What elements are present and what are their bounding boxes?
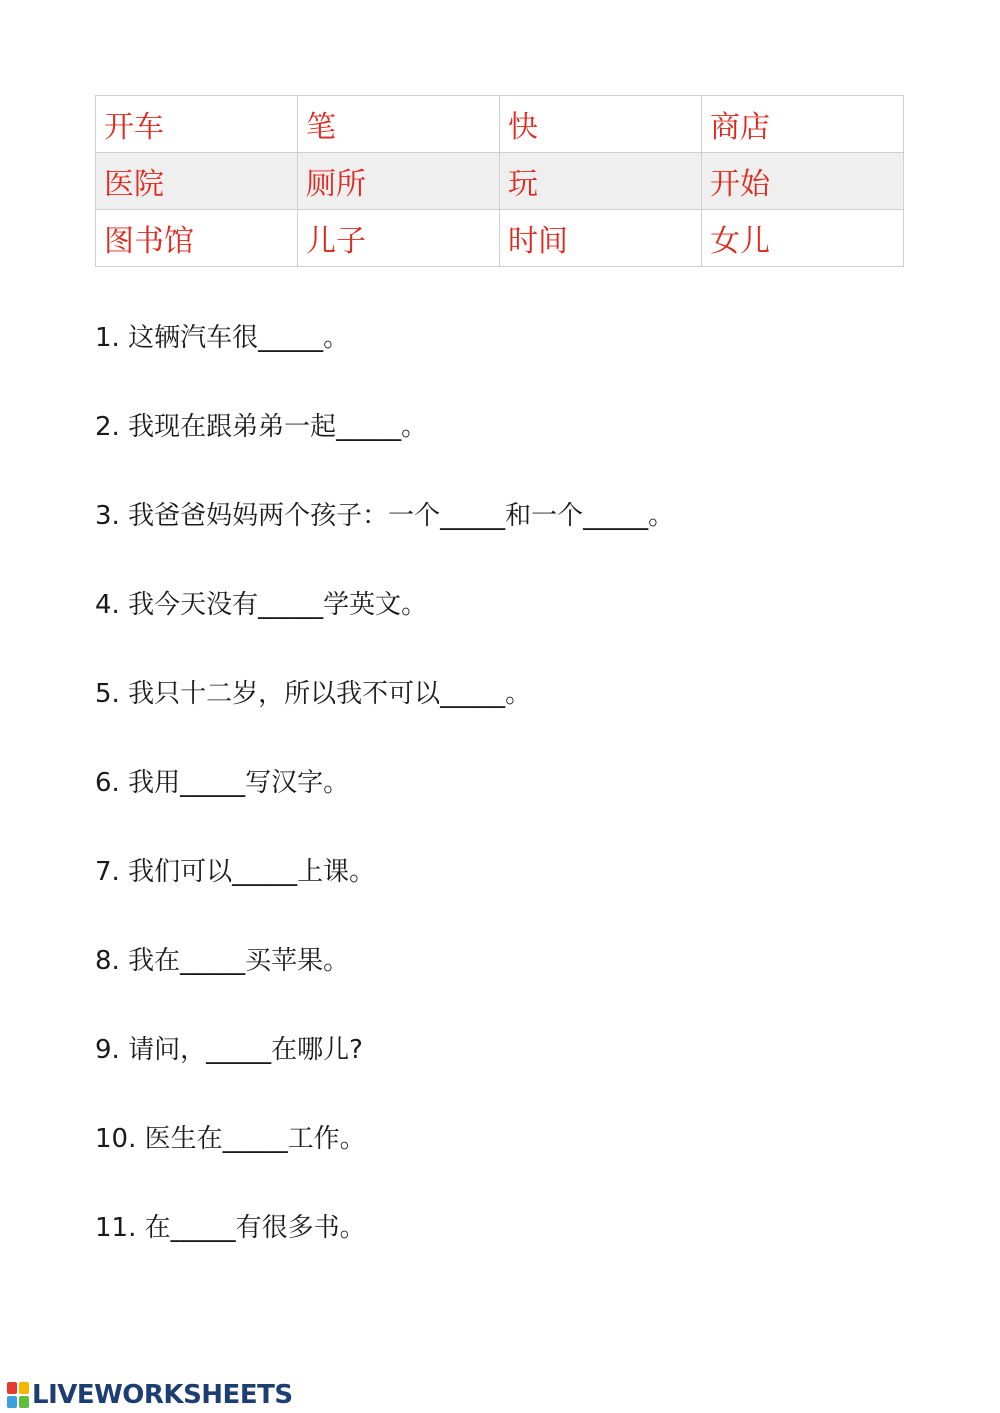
question-item: 3. 我爸爸妈妈两个孩子：一个_____和一个_____。 [95,501,675,531]
word-bank-row [96,210,904,267]
liveworksheets-blocks-icon [6,1381,30,1409]
word-bank-row [96,96,904,153]
word-bank-cell: 开车 [96,96,298,153]
question-item: 1. 这辆汽车很_____。 [95,323,350,353]
word-bank-cell: 医院 [96,153,298,210]
logo-block-blue [7,1396,17,1408]
liveworksheets-logo[interactable] [6,1378,293,1412]
word-bank-cell: 厕所 [298,153,500,210]
word-bank-cell: 笔 [298,96,500,153]
logo-text: LIVEWORKSHEETS [32,1380,293,1410]
question-list [95,312,674,1291]
question-item: 11. 在_____有很多书。 [95,1213,366,1243]
word-bank-cell: 女儿 [702,210,904,267]
word-bank-cell: 开始 [702,153,904,210]
question-item: 9. 请问，_____在哪儿? [95,1035,363,1065]
question-item: 8. 我在_____买苹果。 [95,946,350,976]
word-bank-cell: 快 [500,96,702,153]
question-item: 7. 我们可以_____上课。 [95,857,376,887]
word-bank-cell: 商店 [702,96,904,153]
word-bank-table [95,95,904,267]
word-bank-row [96,153,904,210]
logo-block-green [19,1396,29,1408]
question-item: 5. 我只十二岁，所以我不可以_____。 [95,679,532,709]
question-item: 6. 我用_____写汉字。 [95,768,350,798]
logo-block-yellow [19,1382,29,1394]
word-bank-cell: 玩 [500,153,702,210]
question-item: 2. 我现在跟弟弟一起_____。 [95,412,428,442]
word-bank-cell: 图书馆 [96,210,298,267]
word-bank-cell: 儿子 [298,210,500,267]
logo-block-red [7,1382,17,1394]
word-bank-cell: 时间 [500,210,702,267]
question-item: 10. 医生在_____工作。 [95,1124,366,1154]
question-item: 4. 我今天没有_____学英文。 [95,590,428,620]
